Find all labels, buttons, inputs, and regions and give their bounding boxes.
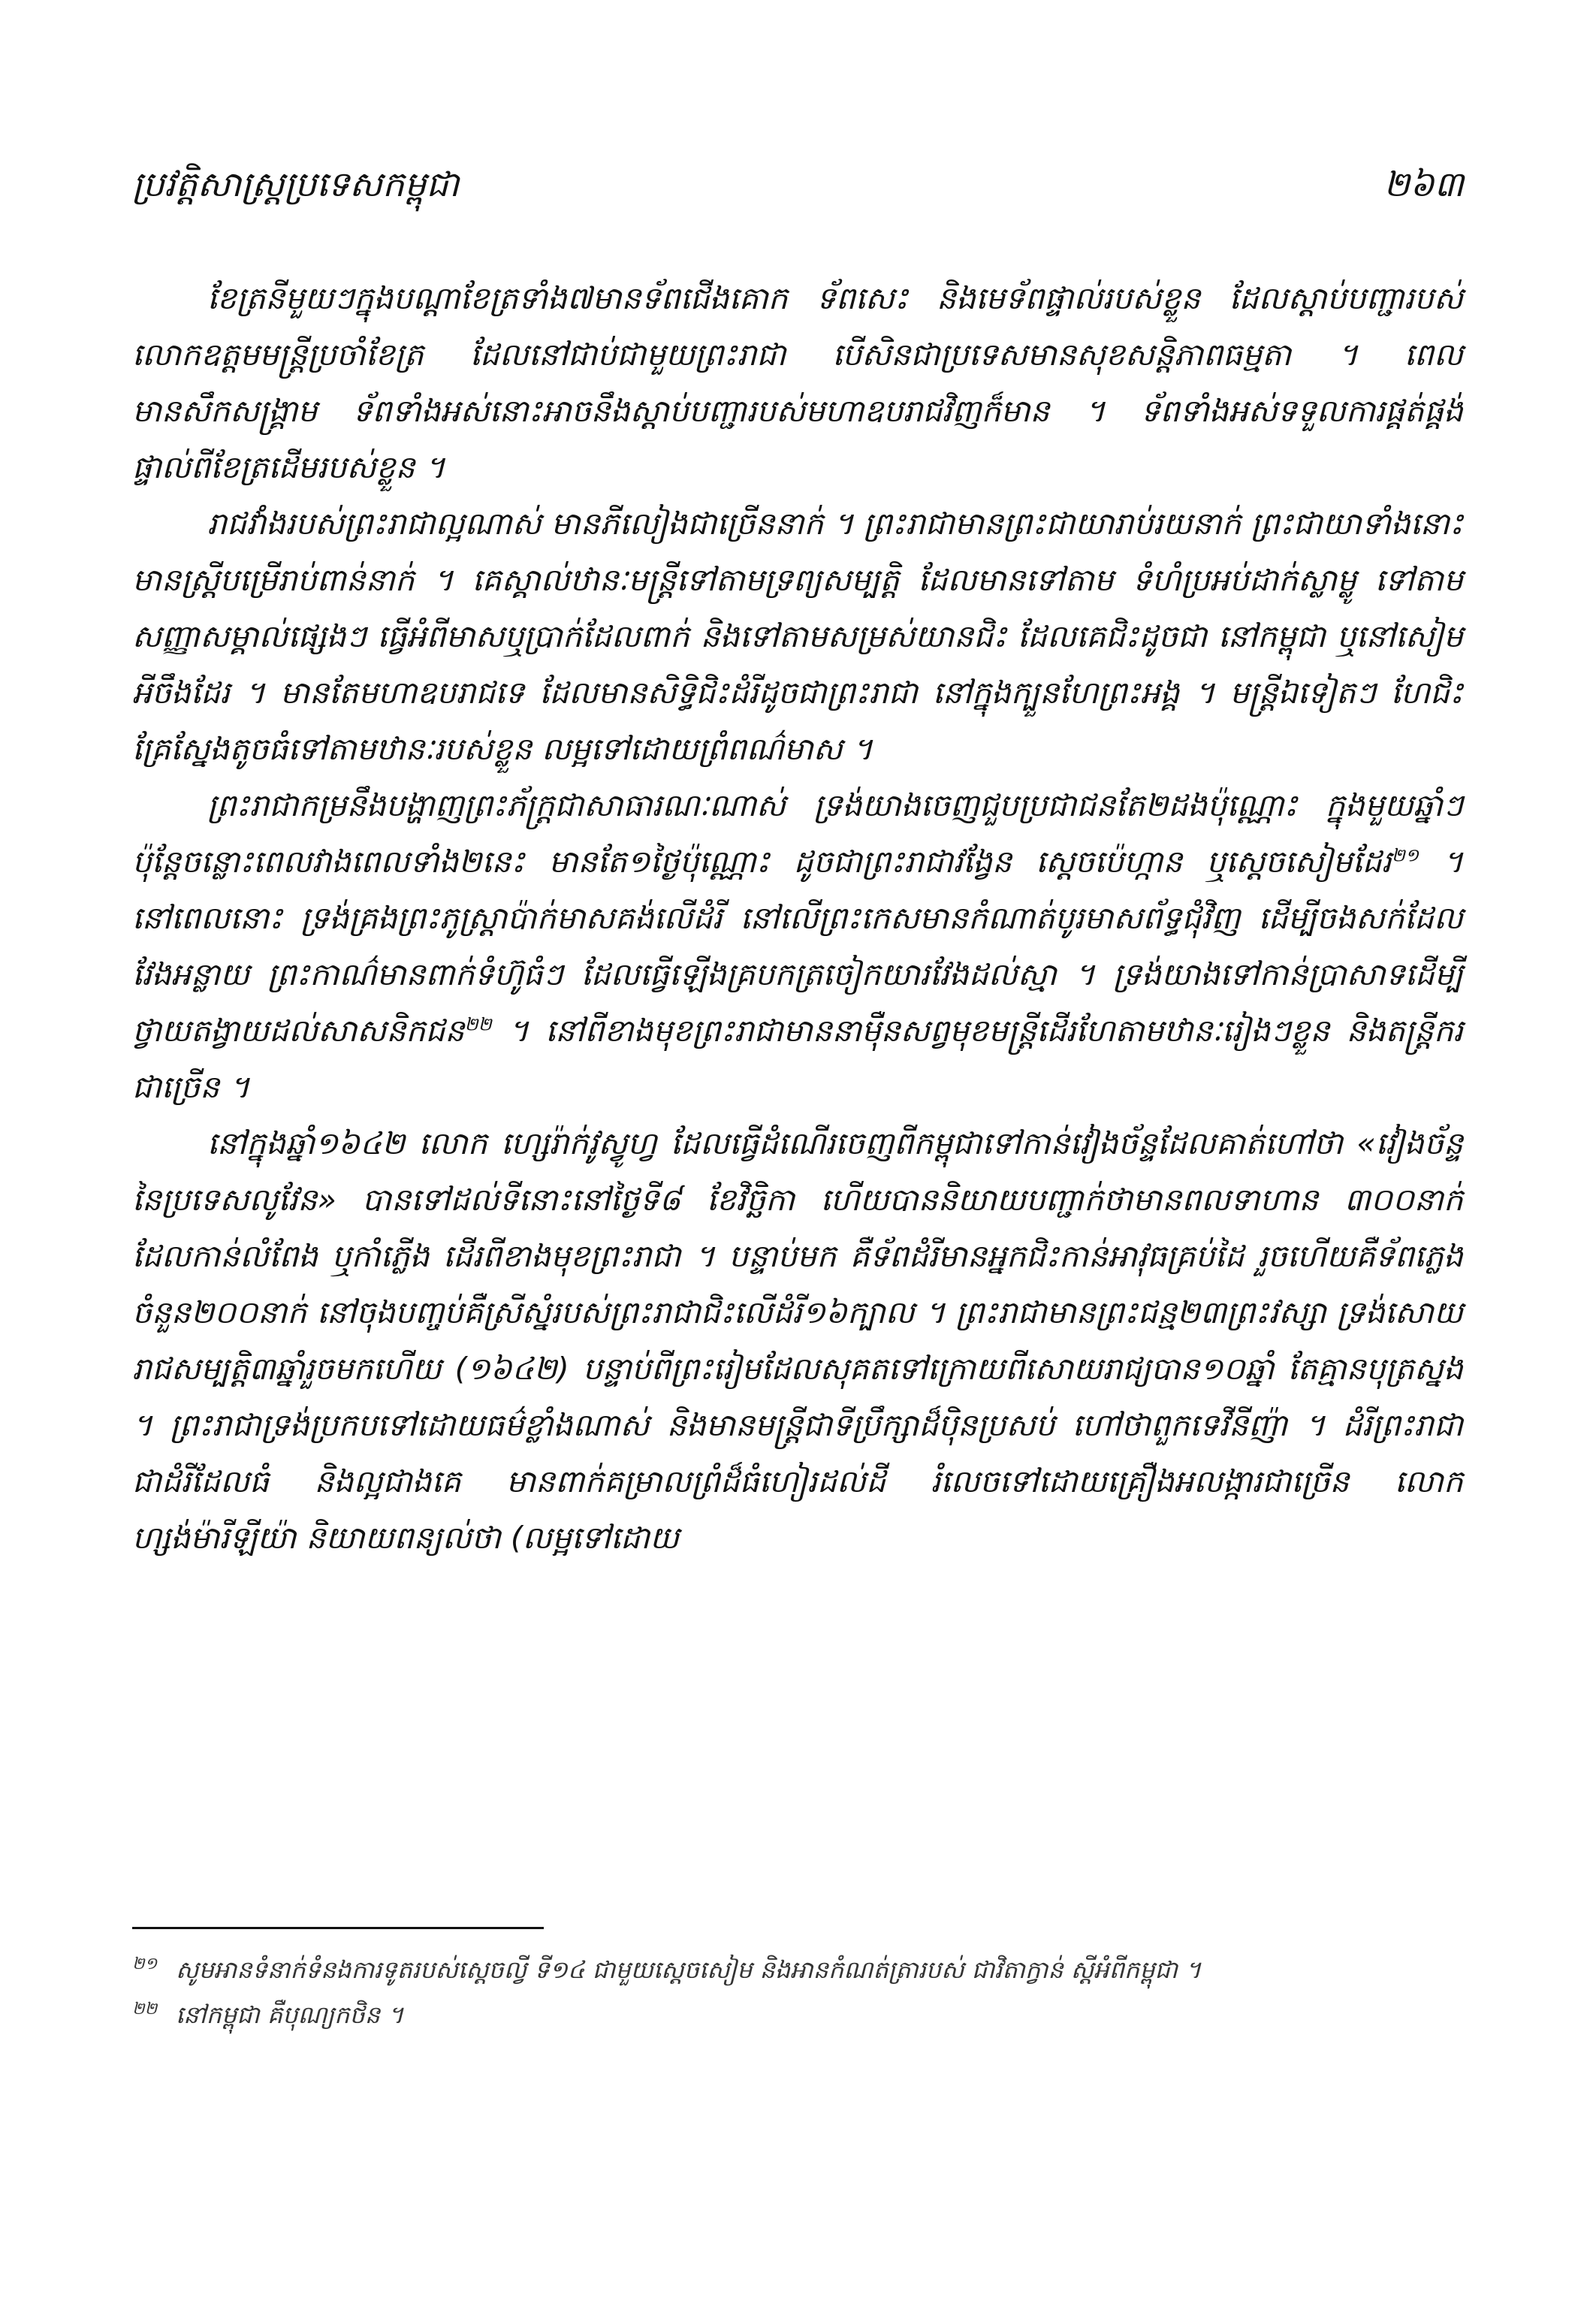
running-title: ប្រវត្តិសាស្ត្រប្រទេសកម្ពុជា [132, 164, 460, 204]
paragraph-3 [132, 778, 1463, 1116]
footnote-21: ២១ សូមអានទំនាក់ទំនងការទូតរបស់ស្ដេចល្វី ទី១៤ ជាមួយស្ដេចសៀម និងអានកំណត់ត្រារបស់ ជាវិតាក្វាន់ ស្ដីអំពីកម្ពុជា ។ [132, 1955, 1202, 1984]
footnote-divider [132, 1927, 544, 1929]
footnote-text: សូមអានទំនាក់ទំនងការទូតរបស់ស្ដេចល្វី ទី១៤ ជាមួយស្ដេចសៀម និងអានកំណត់ត្រារបស់ ជាវិតាក្វាន់ ស្ដីអំពីកម្ពុជា ។ [176, 1955, 1202, 1984]
paragraph-1: ខែត្រនីមួយៗក្នុងបណ្ដាខែត្រទាំង៧មានទ័ពជើងគោក ទ័ពសេះ និងមេទ័ពផ្ទាល់របស់ខ្លួន ដែលស្ដាប់បញ្ជារបស់លោកឧត្ដមមន្ត្រីប្រចាំខែត្រ ដែលនៅជាប់ជាមួយព្រះរាជា បើសិនជាប្រទេសមានសុខសន្តិភាពធម្មតា ។ ពេលមានសឹកសង្គ្រាម ទ័ពទាំងអស់នោះអាចនឹងស្ដាប់បញ្ជារបស់មហាឧបរាជវិញក៏មាន ។ ទ័ពទាំងអស់ទទួលការផ្គត់ផ្គង់ផ្ទាល់ពីខែត្រដើមរបស់ខ្លួន ។ [132, 280, 1463, 485]
footnotes [132, 1947, 1463, 2037]
footnote-ref-21[interactable]: ២១ [1391, 844, 1420, 866]
footnote-ref-22[interactable]: ២២ [464, 1013, 492, 1035]
paragraph-2: រាជវាំងរបស់ព្រះរាជាល្អណាស់ មានភីលៀងជាច្រើននាក់ ។ ព្រះរាជាមានព្រះជាយារាប់រយនាក់ ព្រះជាយាទាំងនោះ មានស្ត្រីបម្រើរាប់ពាន់នាក់ ។ គេស្គាល់ឋានៈមន្ត្រីទៅតាមទ្រព្យសម្បត្តិ ដែលមានទៅតាម ទំហំប្រអប់ដាក់ស្លាម្លូ ទៅតាមសញ្ញាសម្គាល់ផ្សេងៗ ធ្វើអំពីមាសឬប្រាក់ដែលពាក់ និងទៅតាមសម្រស់យានជិះ ដែលគេជិះដូចជា នៅកម្ពុជា ឬនៅសៀមអីចឹងដែរ ។ មានតែមហាឧបរាជទេ ដែលមានសិទ្ធិជិះដំរីដូចជាព្រះរាជា នៅក្នុងក្បួនហែព្រះអង្គ ។ មន្ត្រីឯទៀតៗ ហែជិះគ្រែស្នែងតូចធំទៅតាមឋានៈរបស់ខ្លួន លម្អទៅដោយព្រំពណ៌មាស ។ [132, 506, 1463, 767]
paragraph-3-text-a: ព្រះរាជាកម្រនឹងបង្ហាញព្រះភ័ក្ត្រជាសាធារណៈណាស់ ទ្រង់យាងចេញជួបប្រជាជនតែ២ដងប៉ុណ្ណោះ ក្នុងមួយឆ្នាំៗ ប៉ុន្តែចន្លោះពេលវាងពេលទាំង២នេះ មានតែ១ថ្ងៃប៉ុណ្ណោះ ដូចជាព្រះរាជាវង្វែន ស្ដេចប៉េហ្កាន ឬស្ដេចសៀមដែរ [132, 787, 1463, 880]
footnote-text: នៅកម្ពុជា គឺបុណ្យកថិន ។ [176, 2001, 404, 2029]
paragraph-3-text-c: ។ នៅពីខាងមុខព្រះរាជាមាននាម៉ឺនសព្វមុខមន្ត្រីដើរហែតាមឋានៈរៀងៗខ្លួន និងតន្ត្រីករជាច្រើន ។ [132, 1013, 1463, 1105]
page-header [132, 154, 1464, 214]
paragraph-4: នៅក្នុងឆ្នាំ១៦៤២ លោក ហ្សេរ៉ាក់វូស្វូហ្វ ដែលធ្វើដំណើរចេញពីកម្ពុជាទៅកាន់វៀងច័ន្ទដែលគាត់ហៅថា «វៀងច័ន្ទនៃប្រទេសលូវែន» បានទៅដល់ទីនោះនៅថ្ងៃទី៨ ខែវិច្ឆិកា ហើយបាននិយាយបញ្ជាក់ថាមានពលទាហាន ៣០០នាក់ ដែលកាន់លំពែង ឬកាំភ្លើង ដើរពីខាងមុខព្រះរាជា ។ បន្ទាប់មក គឺទ័ពដំរីមានអ្នកជិះកាន់អាវុធគ្រប់ដៃ រួចហើយគឺទ័ពភ្លេងចំនួន២០០នាក់ នៅចុងបញ្ចប់គឺស្រីស្នំរបស់ព្រះរាជាជិះលើដំរី១៦ក្បាល ។ ព្រះរាជាមានព្រះជន្ម២៣ព្រះវស្សា ទ្រង់សោយរាជសម្បត្តិ៣ឆ្នាំរួចមកហើយ (១៦៤២) បន្ទាប់ពីព្រះរៀមដែលសុគតទៅក្រោយពីសោយរាជ្យបាន១០ឆ្នាំ តែគ្មានបុត្រស្នង ។ ព្រះរាជាទ្រង់ប្រកបទៅដោយធម៌ខ្លាំងណាស់ និងមានមន្ត្រីជាទីប្រឹក្សាដ៏ប៉ិនប្រសប់ ហៅថាពួកទេវីនីញ៉ា ។ ដំរីព្រះរាជា ជាដំរីដែលធំ និងល្អជាងគេ មានពាក់គម្រាលព្រំដ៏ធំហៀរដល់ដី រំលេចទៅដោយគ្រឿងអលង្ការជាច្រើន លោក ហ្សង់ម៉ារីឡីយ៉ា និយាយពន្យល់ថា (លម្អទៅដោយ [132, 1125, 1463, 1556]
page-number: ២៦៣ [1383, 164, 1464, 204]
paragraph-3-text-b: ។ នៅពេលនោះ ទ្រង់គ្រងព្រះភូស្ត្រាប៉ាក់មាសគង់លើដំរី នៅលើព្រះកេសមានកំណាត់បូរមាសព័ទ្ធជុំវិញ ដើម្បីចងសក់ដែលវែងអន្លាយ ព្រះកាណ៌មានពាក់ទំហ៊ូធំៗ ដែលធ្វើឡើងគ្របកត្រចៀកយារវែងដល់ស្មា ។ ទ្រង់យាងទៅកាន់ប្រាសាទដើម្បីថ្វាយតង្វាយដល់សាសនិកជន [132, 844, 1464, 1049]
footnote-22: ២២ នៅកម្ពុជា គឺបុណ្យកថិន ។ [132, 2000, 404, 2029]
body-text [132, 270, 1463, 1566]
